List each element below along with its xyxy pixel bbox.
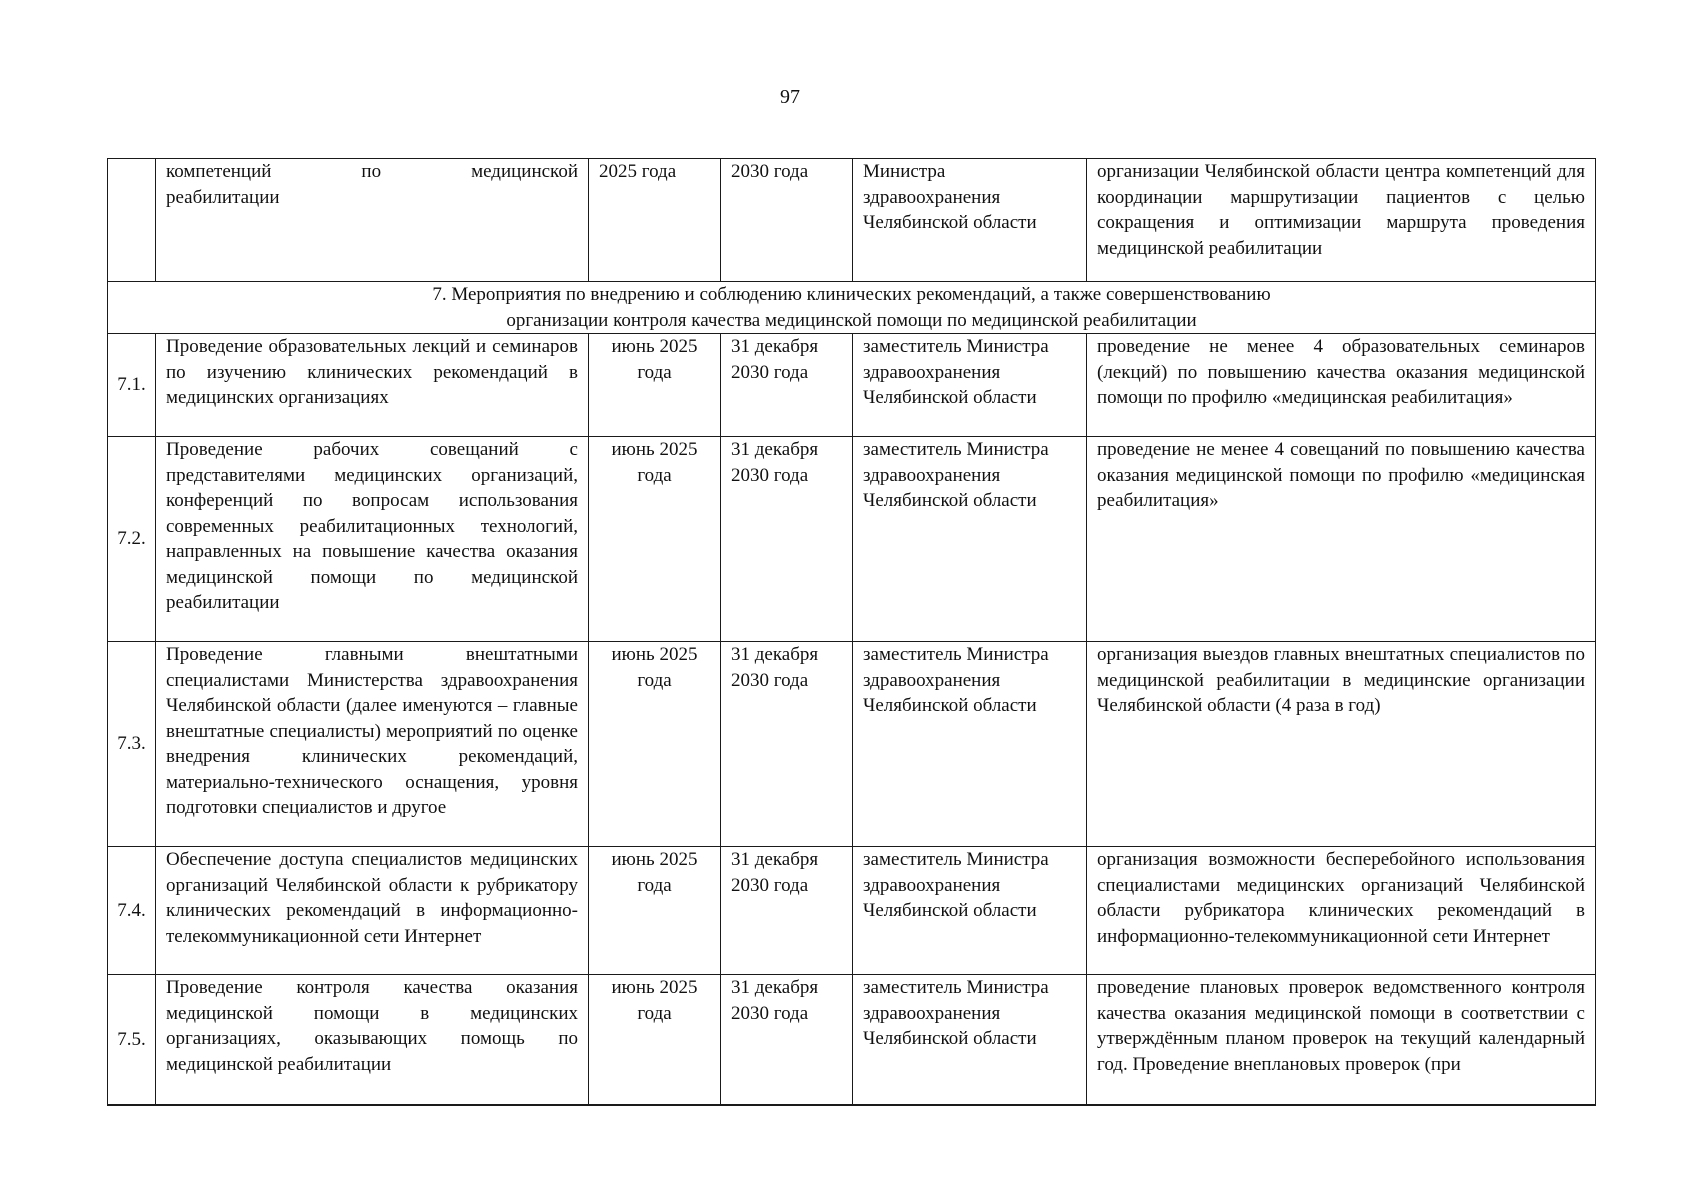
result-cell: проведение не менее 4 образовательных семинаров (лекций) по повышению качества оказания медицинской помощи по профилю «медицинская реабилитация» [1087, 334, 1596, 437]
event-line: реабилитации [166, 186, 280, 208]
result-cell: проведение не менее 4 совещаний по повышению качества оказания медицинской помощи по профилю «медицинская реабилитация» [1087, 437, 1596, 642]
row-number-cell: 7.3. [108, 642, 156, 847]
page-number: 97 [780, 86, 800, 108]
event-cell: Проведение главными внештатными специалистами Министерства здравоохранения Челябинской области (далее именуются – главные внештатные специалисты) мероприятий по оценке внедрения клинических рекомендаций, материально-технического оснащения, уровня подготовки специалистов и другое [156, 642, 589, 847]
responsible-cell: заместитель Министра здравоохранения Челябинской области [853, 642, 1087, 847]
table-row [108, 437, 1596, 642]
responsible-cell: заместитель Министра здравоохранения Челябинской области [853, 975, 1087, 1105]
table-row [108, 159, 1596, 282]
row-number-cell: 7.1. [108, 334, 156, 437]
end-date-cell: 31 декабря 2030 года [721, 847, 853, 975]
section-title-line-2: организации контроля качества медицинской помощи по медицинской реабилитации [506, 309, 1197, 331]
event-cell: Проведение рабочих совещаний с представителями медицинских организаций, конференций по вопросам использования современных реабилитационных технологий, направленных на повышение качества оказания медицинской помощи по медицинской реабилитации [156, 437, 589, 642]
section-header [108, 282, 1596, 334]
row-number-cell: 7.4. [108, 847, 156, 975]
result-cell: проведение плановых проверок ведомственного контроля качества оказания медицинской помощи в соответствии с утверждённым планом проверок на текущий календарный год. Проведение внеплановых проверок (при [1087, 975, 1596, 1105]
responsible-cell: Министра здравоохранения Челябинской области [853, 159, 1087, 282]
end-date-cell: 2030 года [721, 159, 853, 282]
row-number-cell [108, 159, 156, 282]
event-cell: Проведение контроля качества оказания медицинской помощи в медицинских организациях, оказывающих помощь по медицинской реабилитации [156, 975, 589, 1105]
end-date-cell: 31 декабря 2030 года [721, 975, 853, 1105]
end-date-cell: 31 декабря 2030 года [721, 642, 853, 847]
start-date-cell: 2025 года [589, 159, 721, 282]
result-cell: организации Челябинской области центра компетенций для координации маршрутизации пациентов с целью сокращения и оптимизации маршрута проведения медицинской реабилитации [1087, 159, 1596, 282]
result-cell: организация выездов главных внештатных специалистов по медицинской реабилитации в медицинские организации Челябинской области (4 раза в год) [1087, 642, 1596, 847]
section-title-line-1: 7. Мероприятия по внедрению и соблюдению клинических рекомендаций, а также совершенствованию [432, 284, 1271, 305]
event-cell: Обеспечение доступа специалистов медицинских организаций Челябинской области к рубрикатору клинических рекомендаций в информационно-телекоммуникационной сети Интернет [156, 847, 589, 975]
end-date-cell: 31 декабря 2030 года [721, 437, 853, 642]
responsible-cell: заместитель Министра здравоохранения Челябинской области [853, 334, 1087, 437]
result-cell: организация возможности бесперебойного использования специалистами медицинских организаций Челябинской области рубрикатора клинических рекомендаций в информационно-телекоммуникационной сети Интернет [1087, 847, 1596, 975]
table-row [108, 334, 1596, 437]
end-date-cell: 31 декабря 2030 года [721, 334, 853, 437]
start-date-cell: июнь 2025 года [589, 975, 721, 1105]
start-date-cell: июнь 2025 года [589, 334, 721, 437]
start-date-cell: июнь 2025 года [589, 847, 721, 975]
event-cell: Проведение образовательных лекций и семинаров по изучению клинических рекомендаций в медицинских организациях [156, 334, 589, 437]
measures-table [107, 158, 1596, 1106]
start-date-cell: июнь 2025 года [589, 642, 721, 847]
row-number-cell: 7.2. [108, 437, 156, 642]
start-date-cell: июнь 2025 года [589, 437, 721, 642]
event-cell [156, 159, 589, 282]
event-line: компетенций по медицинской [166, 161, 578, 182]
table-row [108, 975, 1596, 1105]
responsible-cell: заместитель Министра здравоохранения Челябинской области [853, 847, 1087, 975]
responsible-cell: заместитель Министра здравоохранения Челябинской области [853, 437, 1087, 642]
table-row [108, 642, 1596, 847]
row-number-cell: 7.5. [108, 975, 156, 1105]
section-header-row [108, 282, 1596, 334]
table-row [108, 847, 1596, 975]
